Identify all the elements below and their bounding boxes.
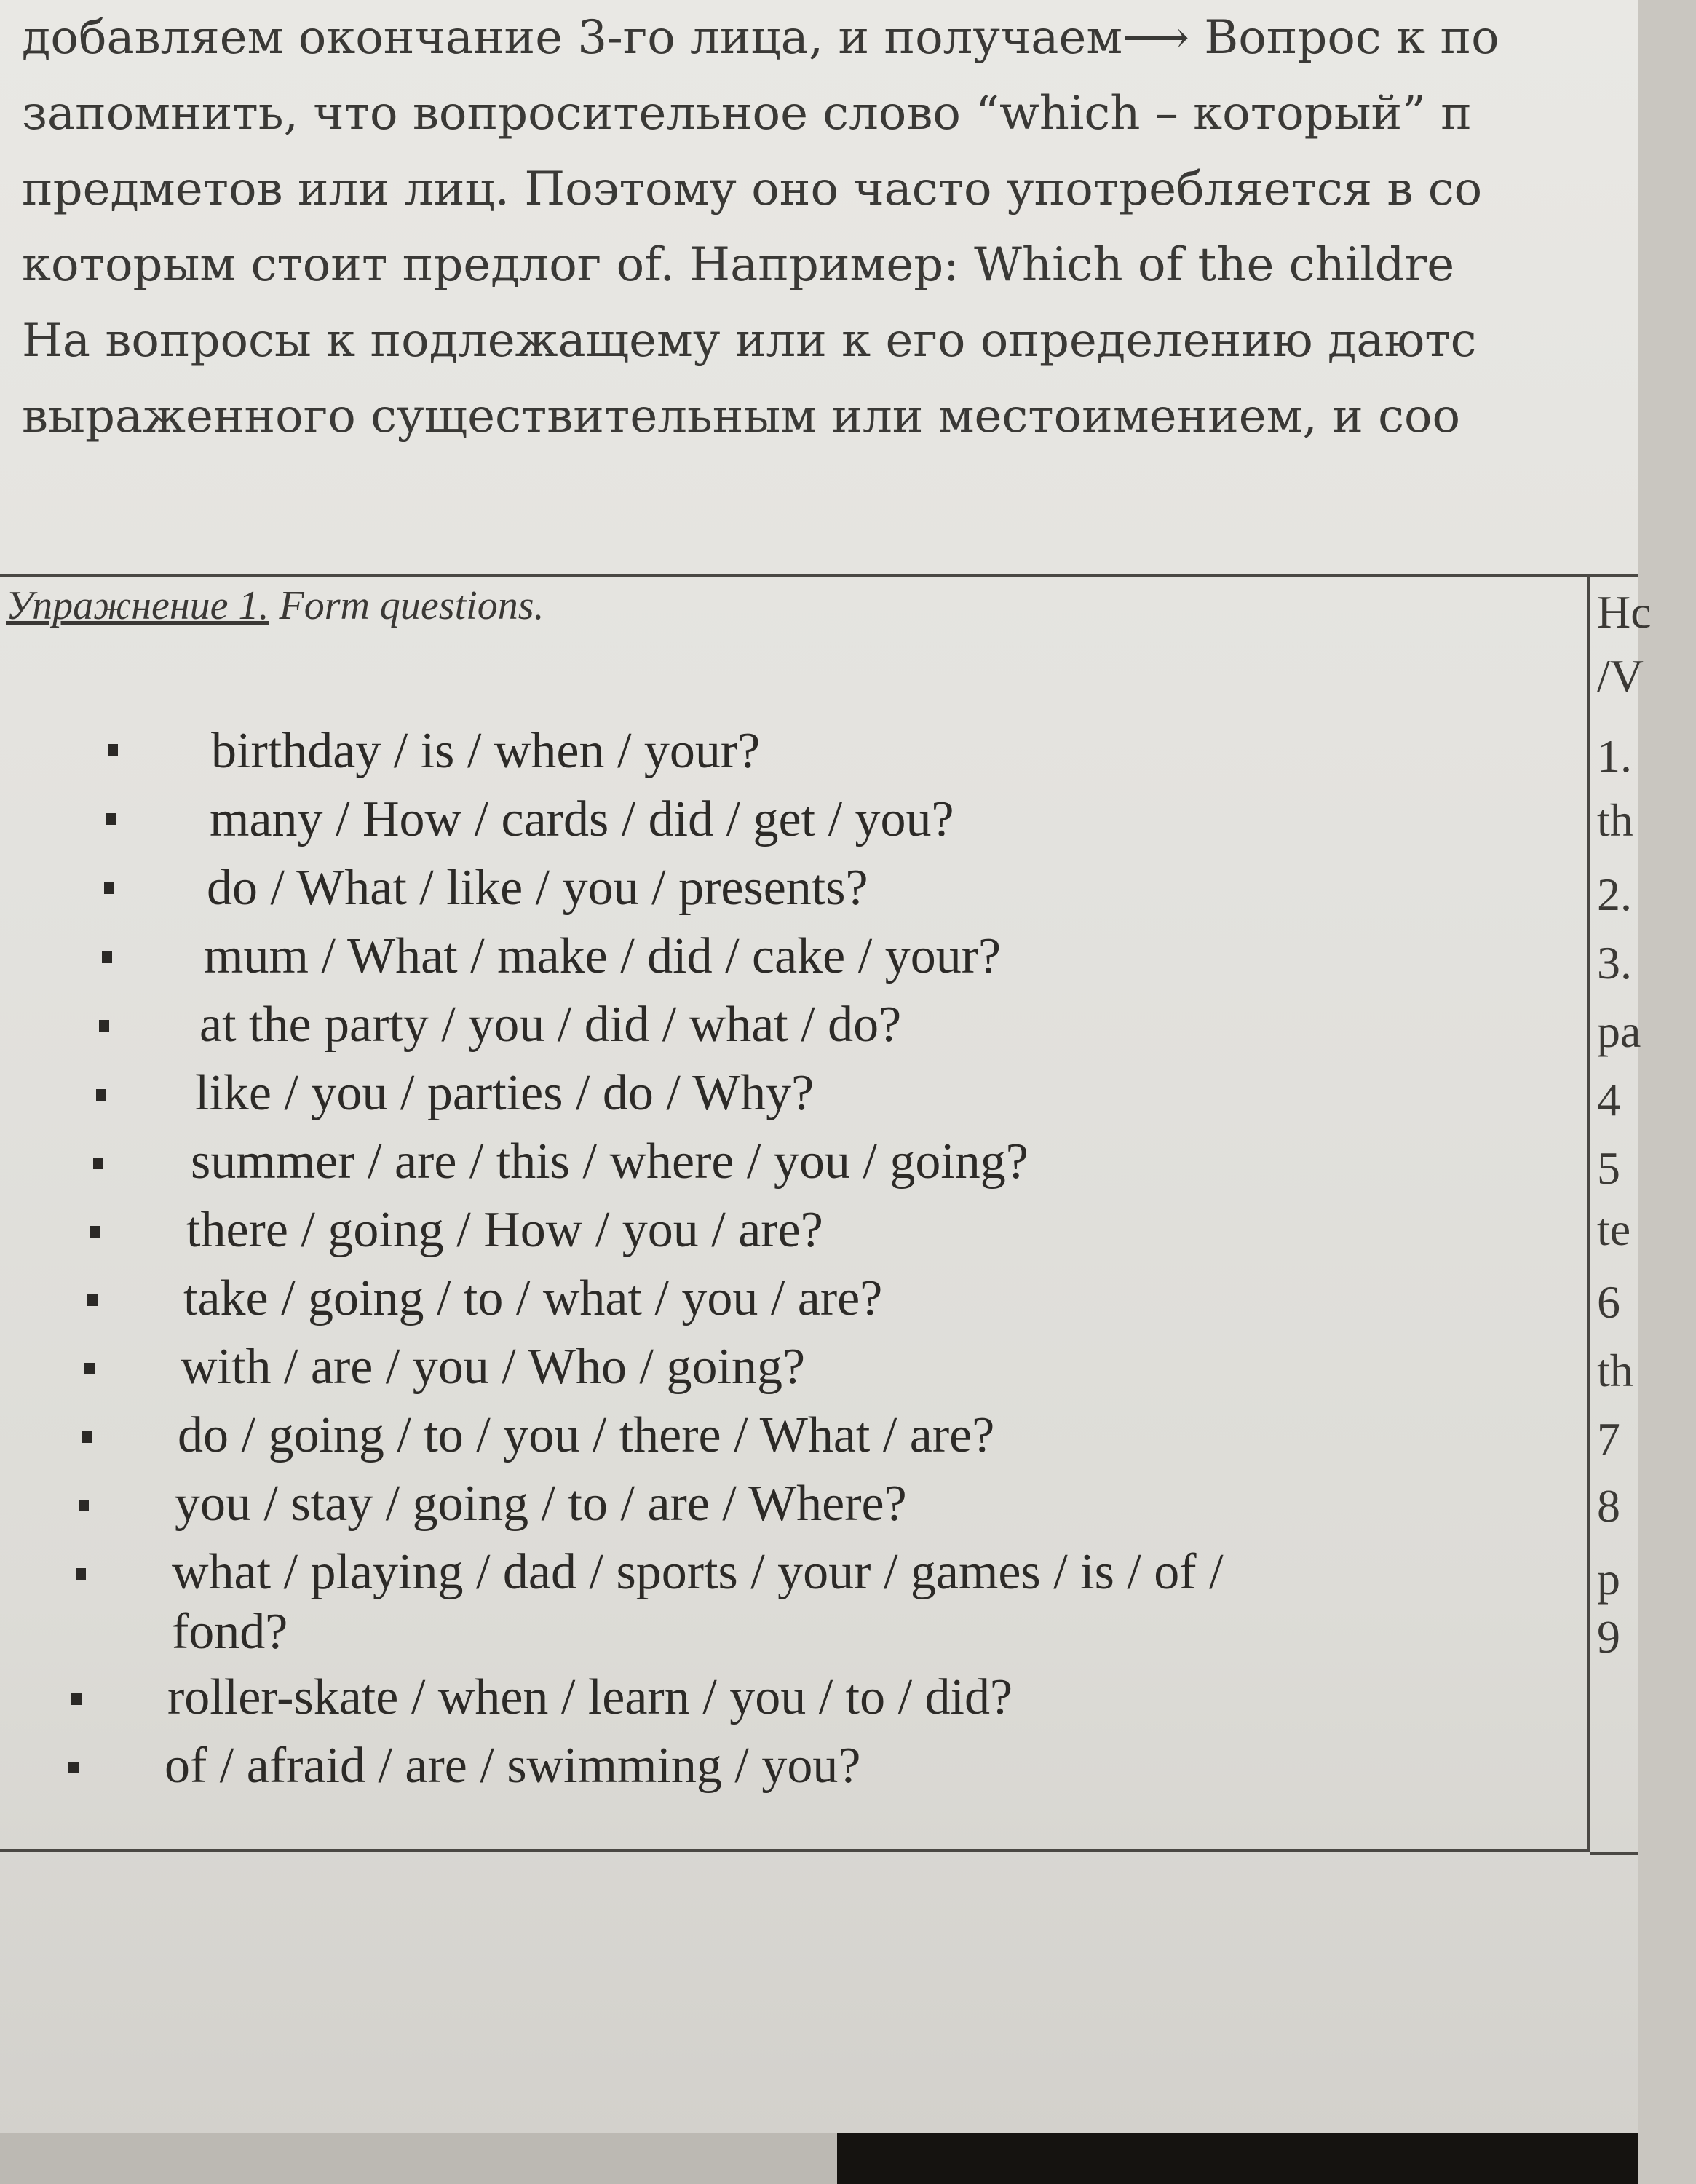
bullet-icon bbox=[82, 1431, 92, 1443]
bullet-icon bbox=[90, 1226, 100, 1238]
bullet-icon bbox=[99, 1020, 109, 1032]
list-item: you / stay / going / to / are / Where? bbox=[175, 1476, 907, 1532]
list-item: do / going / to / you / there / What / are? bbox=[178, 1407, 995, 1463]
list-item: what / playing / dad / sports / your / games / is / of / bbox=[172, 1544, 1224, 1600]
list-item: many / How / cards / did / get / you? bbox=[210, 791, 954, 847]
right-column-fragment: 1. bbox=[1597, 730, 1632, 782]
right-column-fragment: 4 bbox=[1597, 1074, 1620, 1125]
right-column-fragment: 5 bbox=[1597, 1142, 1620, 1194]
list-item: mum / What / make / did / cake / your? bbox=[204, 928, 1002, 984]
list-item: summer / are / this / where / you / going? bbox=[191, 1133, 1029, 1190]
intro-line: выраженного существительным или местоимением, и соо bbox=[22, 389, 1461, 443]
bullet-icon bbox=[84, 1363, 95, 1374]
right-column-fragment: 7 bbox=[1597, 1413, 1620, 1465]
bullet-icon bbox=[104, 882, 114, 894]
intro-paragraph bbox=[22, 0, 1696, 454]
list-item: with / are / you / Who / going? bbox=[181, 1339, 806, 1395]
right-column-fragment: 2. bbox=[1597, 869, 1632, 920]
exercise-instruction: Form questions. bbox=[269, 583, 544, 628]
bullet-icon bbox=[76, 1568, 86, 1580]
right-column-fragment: 6 bbox=[1597, 1276, 1620, 1328]
right-column-fragment: 9 bbox=[1597, 1611, 1620, 1663]
right-column-fragment: pa bbox=[1597, 1005, 1641, 1057]
intro-line: предметов или лиц. Поэтому оно часто употребляется в со bbox=[22, 162, 1483, 216]
exercise-label: Упражнение 1. bbox=[6, 583, 269, 628]
list-item: like / you / parties / do / Why? bbox=[195, 1065, 815, 1121]
right-column-fragment: te bbox=[1597, 1203, 1631, 1255]
bullet-icon bbox=[96, 1089, 106, 1101]
bullet-icon bbox=[79, 1500, 89, 1511]
exercise-title bbox=[6, 582, 544, 629]
intro-line: которым стоит предлог of. Например: Which of the childre bbox=[22, 238, 1455, 292]
intro-line: На вопросы к подлежащему или к его определению даютс bbox=[22, 314, 1477, 368]
bullet-icon bbox=[68, 1762, 79, 1773]
right-column-fragment: Hc bbox=[1597, 586, 1652, 638]
list-item: roller-skate / when / learn / you / to / did? bbox=[167, 1669, 1013, 1725]
list-item-continuation: fond? bbox=[172, 1604, 288, 1660]
right-column-fragment: th bbox=[1597, 794, 1633, 846]
bullet-icon bbox=[108, 744, 118, 756]
list-item: take / going / to / what / you / are? bbox=[183, 1270, 883, 1326]
list-item: birthday / is / when / your? bbox=[211, 723, 761, 779]
right-column-fragment: th bbox=[1597, 1345, 1633, 1396]
right-column-fragment: 8 bbox=[1597, 1480, 1620, 1532]
bullet-icon bbox=[106, 813, 116, 825]
bullet-icon bbox=[102, 951, 112, 963]
list-item: there / going / How / you / are? bbox=[186, 1202, 823, 1258]
list-item: at the party / you / did / what / do? bbox=[199, 997, 902, 1053]
right-column-fragment: 3. bbox=[1597, 937, 1632, 989]
bullet-icon bbox=[71, 1693, 82, 1705]
bullet-icon bbox=[87, 1294, 98, 1306]
background-surface-light bbox=[0, 2133, 837, 2184]
intro-line: добавляем окончание 3-го лица, и получаем⟶ Вопрос к по bbox=[22, 11, 1499, 65]
right-column-fragment: /V bbox=[1597, 650, 1644, 702]
right-column-fragment: p bbox=[1597, 1553, 1620, 1605]
list-item: do / What / like / you / presents? bbox=[207, 860, 868, 916]
list-item: of / afraid / are / swimming / you? bbox=[165, 1738, 861, 1794]
right-column-cut-off bbox=[1590, 574, 1652, 1855]
bullet-icon bbox=[93, 1158, 103, 1169]
intro-line: запомнить, что вопросительное слово “which – который” п bbox=[22, 87, 1472, 141]
